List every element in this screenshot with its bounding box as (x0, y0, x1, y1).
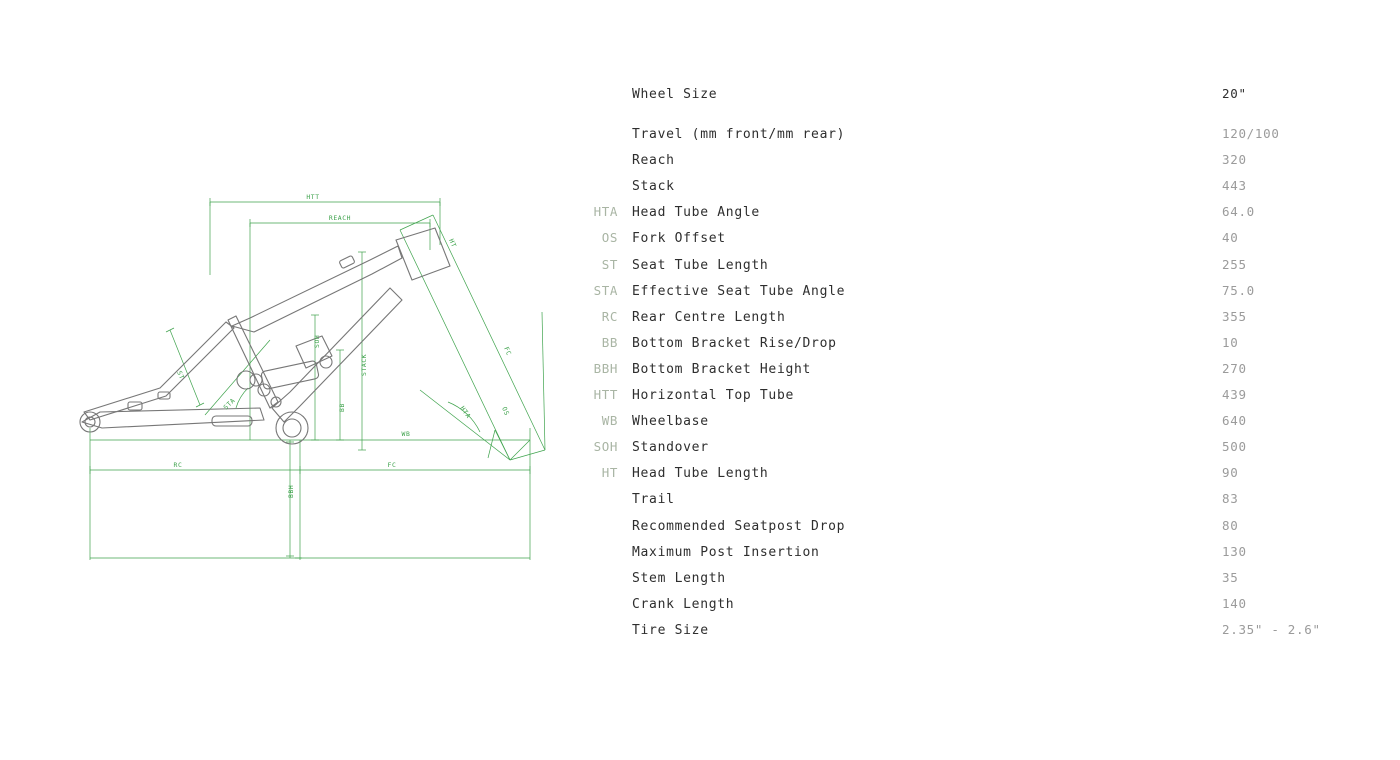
spec-row (560, 230, 1360, 256)
dim-label-reach: REACH (328, 214, 352, 222)
spec-row (560, 152, 1360, 178)
spec-row (560, 387, 1360, 413)
spec-label: Bottom Bracket Rise/Drop (632, 335, 837, 351)
dim-label-soh: SOH (313, 334, 321, 348)
spec-abbreviation: RC (601, 308, 618, 324)
spec-row (560, 257, 1360, 283)
spec-label: Horizontal Top Tube (632, 388, 795, 404)
spec-label: Head Tube Angle (632, 205, 760, 221)
spec-label: Recommended Seatpost Drop (632, 518, 846, 534)
spec-value: 320 (1222, 152, 1247, 168)
spec-row (560, 570, 1360, 596)
spec-value: 80 (1222, 517, 1239, 533)
spec-label: Effective Seat Tube Angle (632, 283, 846, 299)
spec-label: Head Tube Length (632, 466, 769, 482)
spec-abbreviation: HTA (593, 204, 618, 220)
dim-label-st: ST (175, 369, 187, 381)
spec-value: 40 (1222, 230, 1239, 246)
spec-abbreviation: HTT (593, 387, 618, 403)
spec-abbreviation: STA (593, 282, 618, 298)
geometry-spec-table (560, 86, 1360, 648)
spec-value: 20" (1222, 86, 1247, 101)
spec-row (560, 86, 1360, 112)
dim-label-bb: BB (338, 403, 346, 412)
spec-value: 355 (1222, 308, 1247, 324)
dim-label-htt: HTT (306, 193, 320, 201)
spec-value: 500 (1222, 439, 1247, 455)
spec-value: 83 (1222, 491, 1239, 507)
spec-label: Travel (mm front/mm rear) (632, 127, 846, 143)
spec-value: 255 (1222, 256, 1247, 272)
spec-value: 35 (1222, 569, 1239, 585)
spec-row (560, 335, 1360, 361)
spec-label: Stem Length (632, 570, 726, 586)
spec-value: 130 (1222, 543, 1247, 559)
dim-label-rc: RC (173, 461, 183, 469)
spec-value: 443 (1222, 178, 1247, 194)
spec-abbreviation: OS (601, 230, 618, 246)
spec-row (560, 204, 1360, 230)
spec-row (560, 439, 1360, 465)
spec-value: 640 (1222, 413, 1247, 429)
spec-row (560, 622, 1360, 648)
spec-label: Wheel Size (632, 87, 718, 102)
spec-row (560, 544, 1360, 570)
spec-row (560, 126, 1360, 152)
dim-label-ht: HT (447, 237, 459, 249)
spec-label: Stack (632, 179, 675, 195)
spec-value: 10 (1222, 334, 1239, 350)
spec-label: Maximum Post Insertion (632, 544, 820, 560)
spec-row (560, 309, 1360, 335)
spec-row (560, 518, 1360, 544)
spec-value: 120/100 (1222, 126, 1280, 142)
spec-row (560, 361, 1360, 387)
spec-label: Fork Offset (632, 231, 726, 247)
spec-row (560, 596, 1360, 622)
spec-value: 64.0 (1222, 204, 1255, 220)
spec-value: 270 (1222, 360, 1247, 376)
spec-label: Tire Size (632, 622, 709, 638)
dim-label-fc-upper: FC (502, 345, 514, 357)
spec-label: Seat Tube Length (632, 257, 769, 273)
dim-label-stack: STACK (360, 353, 368, 376)
spec-row (560, 465, 1360, 491)
spec-row (560, 178, 1360, 204)
spec-abbreviation: ST (601, 256, 618, 272)
spec-label: Rear Centre Length (632, 309, 786, 325)
dim-label-hta: HTA (458, 404, 473, 421)
spec-row (560, 283, 1360, 309)
spec-label: Trail (632, 492, 675, 508)
dim-label-wb: WB (401, 430, 411, 438)
spec-row (560, 413, 1360, 439)
dim-label-sta: STA (221, 396, 237, 412)
dim-label-fc: FC (387, 461, 397, 469)
spec-label: Wheelbase (632, 414, 709, 430)
dim-label-os: OS (500, 405, 512, 417)
spec-value: 75.0 (1222, 282, 1255, 298)
spec-value: 90 (1222, 465, 1239, 481)
spec-label: Reach (632, 153, 675, 169)
spec-abbreviation: BB (601, 334, 618, 350)
spec-abbreviation: HT (601, 465, 618, 481)
dim-label-bbh: BBH (287, 484, 295, 498)
spec-value: 439 (1222, 387, 1247, 403)
frame-geometry-drawing (40, 140, 600, 600)
spec-value: 140 (1222, 595, 1247, 611)
spec-abbreviation: SOH (593, 439, 618, 455)
spec-value: 2.35" - 2.6" (1222, 621, 1321, 637)
spec-label: Bottom Bracket Height (632, 361, 812, 377)
spec-abbreviation: BBH (593, 360, 618, 376)
spec-label: Standover (632, 440, 709, 456)
spec-label: Crank Length (632, 596, 735, 612)
spec-row (560, 491, 1360, 517)
spec-abbreviation: WB (601, 413, 618, 429)
